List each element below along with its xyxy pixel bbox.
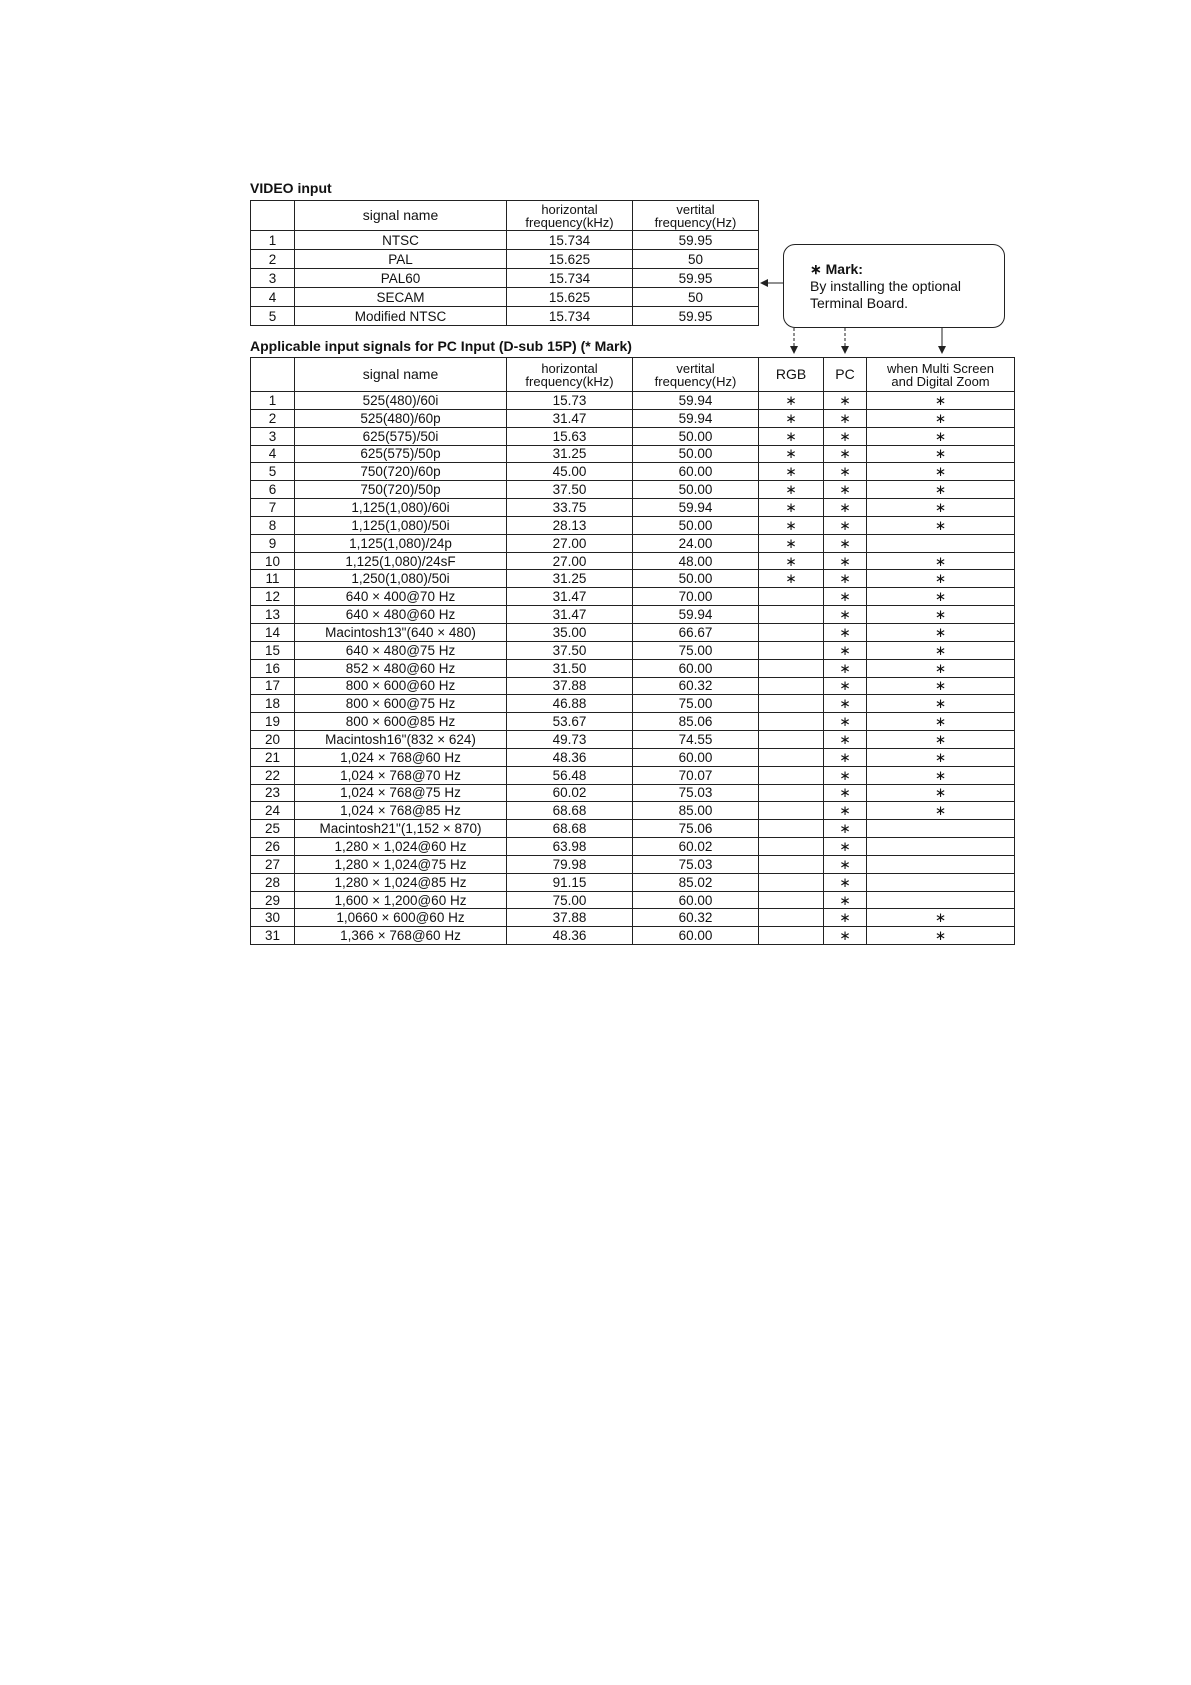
- multi-screen-mark-cell: ∗: [867, 552, 1015, 570]
- row-number-cell: 25: [251, 820, 295, 838]
- pc-table-row: [251, 463, 1015, 481]
- vertical-frequency-cell: 74.55: [633, 731, 759, 749]
- rgb-mark-cell: ∗: [759, 427, 824, 445]
- horizontal-frequency-cell: 31.47: [507, 606, 633, 624]
- row-number-cell: 7: [251, 499, 295, 517]
- signal-name-cell: 852 × 480@60 Hz: [295, 659, 507, 677]
- row-number-cell: 31: [251, 927, 295, 945]
- multi-screen-header: when Multi Screen and Digital Zoom: [867, 358, 1015, 392]
- horizontal-frequency-cell: 63.98: [507, 838, 633, 856]
- multi-screen-mark-cell: ∗: [867, 588, 1015, 606]
- signal-name-cell: 1,366 × 768@60 Hz: [295, 927, 507, 945]
- rgb-mark-cell: ∗: [759, 534, 824, 552]
- rgb-mark-cell: [759, 713, 824, 731]
- row-number-cell: 14: [251, 623, 295, 641]
- multi-screen-mark-cell: ∗: [867, 445, 1015, 463]
- signal-name-cell: 525(480)/60i: [295, 392, 507, 410]
- pc-mark-cell: ∗: [824, 677, 867, 695]
- multi-screen-mark-cell: ∗: [867, 427, 1015, 445]
- arrow-to-multi-head: [938, 346, 946, 354]
- row-number-cell: 24: [251, 802, 295, 820]
- pc-header-row: [251, 358, 1015, 392]
- horizontal-frequency-cell: 68.68: [507, 802, 633, 820]
- horizontal-frequency-cell: 37.50: [507, 481, 633, 499]
- row-number-cell: 18: [251, 695, 295, 713]
- horizontal-frequency-cell: 31.50: [507, 659, 633, 677]
- vertical-frequency-cell: 75.00: [633, 641, 759, 659]
- rgb-mark-cell: [759, 838, 824, 856]
- vertical-frequency-cell: 70.00: [633, 588, 759, 606]
- vertical-frequency-cell: 59.95: [633, 269, 759, 288]
- signal-name-cell: 1,125(1,080)/50i: [295, 516, 507, 534]
- pc-mark-cell: ∗: [824, 731, 867, 749]
- callout-line-1: By installing the optional: [810, 278, 961, 294]
- pc-header: PC: [824, 358, 867, 392]
- vertical-frequency-cell: 75.03: [633, 855, 759, 873]
- signal-name-cell: 1,600 × 1,200@60 Hz: [295, 891, 507, 909]
- pc-mark-cell: ∗: [824, 891, 867, 909]
- pc-table-row: [251, 731, 1015, 749]
- vertical-frequency-cell: 50.00: [633, 445, 759, 463]
- rgb-mark-cell: [759, 802, 824, 820]
- vertical-frequency-cell: 59.94: [633, 499, 759, 517]
- pc-mark-cell: ∗: [824, 534, 867, 552]
- row-number-cell: 2: [251, 250, 295, 269]
- vertical-frequency-cell: 66.67: [633, 623, 759, 641]
- rgb-mark-cell: [759, 659, 824, 677]
- pc-table-row: [251, 820, 1015, 838]
- horizontal-frequency-cell: 15.73: [507, 392, 633, 410]
- signal-name-cell: 800 × 600@60 Hz: [295, 677, 507, 695]
- signal-name-cell: 1,024 × 768@60 Hz: [295, 748, 507, 766]
- horizontal-frequency-cell: 56.48: [507, 766, 633, 784]
- multi-screen-mark-cell: ∗: [867, 392, 1015, 410]
- pc-table-row: [251, 534, 1015, 552]
- horizontal-frequency-cell: 35.00: [507, 623, 633, 641]
- rgb-mark-cell: [759, 855, 824, 873]
- pc-table-row: [251, 855, 1015, 873]
- vertical-frequency-cell: 50.00: [633, 481, 759, 499]
- signal-name-cell: 1,125(1,080)/60i: [295, 499, 507, 517]
- rgb-mark-cell: [759, 677, 824, 695]
- pc-table-row: [251, 570, 1015, 588]
- arrow-to-rgb-head: [790, 346, 798, 354]
- pc-mark-cell: ∗: [824, 927, 867, 945]
- horizontal-frequency-cell: 45.00: [507, 463, 633, 481]
- pc-table-row: [251, 552, 1015, 570]
- rgb-mark-cell: ∗: [759, 570, 824, 588]
- pc-mark-cell: ∗: [824, 873, 867, 891]
- pc-input-table: [250, 357, 1015, 945]
- multi-screen-mark-cell: ∗: [867, 802, 1015, 820]
- signal-name-cell: 800 × 600@75 Hz: [295, 695, 507, 713]
- horizontal-frequency-cell: 48.36: [507, 748, 633, 766]
- horizontal-frequency-cell: 37.88: [507, 677, 633, 695]
- multi-screen-mark-cell: ∗: [867, 731, 1015, 749]
- rgb-mark-cell: [759, 748, 824, 766]
- row-number-cell: 21: [251, 748, 295, 766]
- signal-name-cell: 625(575)/50p: [295, 445, 507, 463]
- row-number-cell: 22: [251, 766, 295, 784]
- row-number-cell: 16: [251, 659, 295, 677]
- pc-table-row: [251, 909, 1015, 927]
- signal-name-cell: 1,024 × 768@85 Hz: [295, 802, 507, 820]
- row-number-cell: 1: [251, 231, 295, 250]
- signal-name-cell: 640 × 400@70 Hz: [295, 588, 507, 606]
- row-number-cell: 1: [251, 392, 295, 410]
- signal-name-cell: Macintosh16"(832 × 624): [295, 731, 507, 749]
- pc-table-row: [251, 713, 1015, 731]
- rgb-mark-cell: [759, 927, 824, 945]
- pc-table-row: [251, 445, 1015, 463]
- signal-name-header: signal name: [295, 358, 507, 392]
- vertical-frequency-cell: 50: [633, 288, 759, 307]
- pc-mark-cell: ∗: [824, 855, 867, 873]
- pc-table-row: [251, 427, 1015, 445]
- horizontal-frequency-cell: 31.47: [507, 409, 633, 427]
- rgb-mark-cell: [759, 909, 824, 927]
- rgb-mark-cell: [759, 820, 824, 838]
- pc-mark-cell: ∗: [824, 516, 867, 534]
- pc-table-row: [251, 891, 1015, 909]
- pc-mark-cell: ∗: [824, 463, 867, 481]
- callout-line-2: Terminal Board.: [810, 295, 909, 311]
- multi-screen-mark-cell: ∗: [867, 748, 1015, 766]
- rgb-mark-cell: ∗: [759, 409, 824, 427]
- pc-mark-cell: ∗: [824, 784, 867, 802]
- pc-table-row: [251, 623, 1015, 641]
- multi-screen-mark-cell: ∗: [867, 606, 1015, 624]
- rgb-mark-cell: ∗: [759, 445, 824, 463]
- row-number-cell: 8: [251, 516, 295, 534]
- pc-table-row: [251, 677, 1015, 695]
- signal-name-header: signal name: [295, 201, 507, 231]
- pc-table-row: [251, 838, 1015, 856]
- vertical-frequency-cell: 48.00: [633, 552, 759, 570]
- signal-name-cell: Macintosh13"(640 × 480): [295, 623, 507, 641]
- callout-title: ∗ Mark:: [810, 261, 863, 277]
- pc-table-row: [251, 873, 1015, 891]
- horizontal-frequency-cell: 15.625: [507, 288, 633, 307]
- multi-screen-mark-cell: ∗: [867, 677, 1015, 695]
- horizontal-frequency-cell: 79.98: [507, 855, 633, 873]
- row-number-cell: 3: [251, 427, 295, 445]
- pc-table-row: [251, 516, 1015, 534]
- signal-name-cell: 640 × 480@60 Hz: [295, 606, 507, 624]
- signal-name-cell: 1,280 × 1,024@60 Hz: [295, 838, 507, 856]
- vertical-frequency-cell: 50.00: [633, 427, 759, 445]
- pc-table-row: [251, 748, 1015, 766]
- row-number-cell: 26: [251, 838, 295, 856]
- pc-mark-cell: ∗: [824, 427, 867, 445]
- vertical-frequency-cell: 85.02: [633, 873, 759, 891]
- signal-name-cell: Macintosh21"(1,152 × 870): [295, 820, 507, 838]
- horizontal-frequency-cell: 53.67: [507, 713, 633, 731]
- row-number-cell: 30: [251, 909, 295, 927]
- vertical-frequency-cell: 60.00: [633, 927, 759, 945]
- rgb-mark-cell: [759, 766, 824, 784]
- horizontal-frequency-cell: 33.75: [507, 499, 633, 517]
- pc-input-title: Applicable input signals for PC Input (D-sub 15P) (* Mark): [250, 338, 632, 354]
- vertical-frequency-cell: 60.00: [633, 659, 759, 677]
- vertical-frequency-cell: 60.32: [633, 677, 759, 695]
- vertical-frequency-header: vertital frequency(Hz): [633, 358, 759, 392]
- rgb-mark-cell: [759, 731, 824, 749]
- row-number-cell: 12: [251, 588, 295, 606]
- horizontal-frequency-header: horizontal frequency(kHz): [507, 358, 633, 392]
- rgb-mark-cell: [759, 784, 824, 802]
- horizontal-frequency-cell: 46.88: [507, 695, 633, 713]
- horizontal-frequency-cell: 31.25: [507, 570, 633, 588]
- pc-table-row: [251, 784, 1015, 802]
- horizontal-frequency-cell: 28.13: [507, 516, 633, 534]
- vertical-frequency-cell: 75.06: [633, 820, 759, 838]
- vertical-frequency-cell: 60.32: [633, 909, 759, 927]
- vertical-frequency-cell: 60.00: [633, 748, 759, 766]
- horizontal-frequency-cell: 27.00: [507, 534, 633, 552]
- signal-name-cell: 1,0660 × 600@60 Hz: [295, 909, 507, 927]
- vertical-frequency-cell: 60.02: [633, 838, 759, 856]
- pc-mark-cell: ∗: [824, 766, 867, 784]
- horizontal-frequency-cell: 37.88: [507, 909, 633, 927]
- vertical-frequency-cell: 59.94: [633, 409, 759, 427]
- signal-name-cell: 1,280 × 1,024@75 Hz: [295, 855, 507, 873]
- signal-name-cell: 1,125(1,080)/24p: [295, 534, 507, 552]
- signal-name-cell: 750(720)/50p: [295, 481, 507, 499]
- multi-screen-mark-cell: ∗: [867, 695, 1015, 713]
- rgb-mark-cell: ∗: [759, 516, 824, 534]
- pc-mark-cell: ∗: [824, 909, 867, 927]
- arrow-to-pc-head: [841, 346, 849, 354]
- horizontal-frequency-cell: 75.00: [507, 891, 633, 909]
- signal-name-cell: NTSC: [295, 231, 507, 250]
- signal-name-cell: 750(720)/60p: [295, 463, 507, 481]
- rgb-mark-cell: [759, 695, 824, 713]
- multi-screen-mark-cell: ∗: [867, 463, 1015, 481]
- video-input-title: VIDEO input: [250, 180, 332, 196]
- multi-screen-mark-cell: ∗: [867, 409, 1015, 427]
- signal-name-cell: PAL60: [295, 269, 507, 288]
- pc-mark-cell: ∗: [824, 748, 867, 766]
- vertical-frequency-cell: 50.00: [633, 516, 759, 534]
- pc-table-row: [251, 641, 1015, 659]
- signal-name-cell: 1,125(1,080)/24sF: [295, 552, 507, 570]
- row-number-cell: 20: [251, 731, 295, 749]
- signal-name-cell: 525(480)/60p: [295, 409, 507, 427]
- row-number-cell: 15: [251, 641, 295, 659]
- vertical-frequency-cell: 75.00: [633, 695, 759, 713]
- rgb-mark-cell: [759, 641, 824, 659]
- no-header: [251, 358, 295, 392]
- horizontal-frequency-cell: 91.15: [507, 873, 633, 891]
- rgb-mark-cell: [759, 891, 824, 909]
- multi-screen-mark-cell: [867, 838, 1015, 856]
- multi-screen-mark-cell: ∗: [867, 481, 1015, 499]
- pc-table-row: [251, 606, 1015, 624]
- signal-name-cell: 1,024 × 768@75 Hz: [295, 784, 507, 802]
- horizontal-frequency-cell: 27.00: [507, 552, 633, 570]
- multi-screen-mark-cell: ∗: [867, 516, 1015, 534]
- vertical-frequency-cell: 24.00: [633, 534, 759, 552]
- signal-name-cell: 1,250(1,080)/50i: [295, 570, 507, 588]
- multi-screen-mark-cell: ∗: [867, 766, 1015, 784]
- vertical-frequency-cell: 60.00: [633, 463, 759, 481]
- rgb-mark-cell: [759, 588, 824, 606]
- row-number-cell: 23: [251, 784, 295, 802]
- pc-mark-cell: ∗: [824, 588, 867, 606]
- pc-table-row: [251, 409, 1015, 427]
- multi-screen-mark-cell: ∗: [867, 909, 1015, 927]
- multi-screen-mark-cell: [867, 820, 1015, 838]
- horizontal-frequency-cell: 31.25: [507, 445, 633, 463]
- pc-table-row: [251, 659, 1015, 677]
- row-number-cell: 13: [251, 606, 295, 624]
- vertical-frequency-cell: 50.00: [633, 570, 759, 588]
- pc-mark-cell: ∗: [824, 392, 867, 410]
- pc-mark-cell: ∗: [824, 802, 867, 820]
- multi-screen-mark-cell: ∗: [867, 784, 1015, 802]
- horizontal-frequency-cell: 15.625: [507, 250, 633, 269]
- pc-mark-cell: ∗: [824, 659, 867, 677]
- multi-screen-mark-cell: ∗: [867, 713, 1015, 731]
- horizontal-frequency-header: horizontal frequency(kHz): [507, 201, 633, 231]
- multi-screen-mark-cell: ∗: [867, 927, 1015, 945]
- horizontal-frequency-cell: 15.63: [507, 427, 633, 445]
- row-number-cell: 3: [251, 269, 295, 288]
- signal-name-cell: 640 × 480@75 Hz: [295, 641, 507, 659]
- pc-mark-cell: ∗: [824, 641, 867, 659]
- multi-screen-mark-cell: [867, 873, 1015, 891]
- pc-mark-cell: ∗: [824, 445, 867, 463]
- vertical-frequency-cell: 75.03: [633, 784, 759, 802]
- multi-screen-mark-cell: ∗: [867, 623, 1015, 641]
- row-number-cell: 29: [251, 891, 295, 909]
- horizontal-frequency-cell: 15.734: [507, 269, 633, 288]
- pc-mark-cell: ∗: [824, 499, 867, 517]
- row-number-cell: 11: [251, 570, 295, 588]
- signal-name-cell: SECAM: [295, 288, 507, 307]
- rgb-mark-cell: ∗: [759, 499, 824, 517]
- pc-table-row: [251, 588, 1015, 606]
- row-number-cell: 4: [251, 445, 295, 463]
- pc-mark-cell: ∗: [824, 570, 867, 588]
- rgb-mark-cell: [759, 873, 824, 891]
- rgb-mark-cell: ∗: [759, 481, 824, 499]
- pc-mark-cell: ∗: [824, 552, 867, 570]
- pc-mark-cell: ∗: [824, 838, 867, 856]
- vertical-frequency-cell: 70.07: [633, 766, 759, 784]
- rgb-mark-cell: ∗: [759, 392, 824, 410]
- pc-table-row: [251, 927, 1015, 945]
- pc-mark-cell: ∗: [824, 820, 867, 838]
- signal-name-cell: 1,280 × 1,024@85 Hz: [295, 873, 507, 891]
- pc-table-row: [251, 392, 1015, 410]
- signal-name-cell: 625(575)/50i: [295, 427, 507, 445]
- multi-screen-mark-cell: [867, 534, 1015, 552]
- row-number-cell: 5: [251, 307, 295, 326]
- vertical-frequency-cell: 59.95: [633, 307, 759, 326]
- pc-mark-cell: ∗: [824, 695, 867, 713]
- pc-mark-cell: ∗: [824, 623, 867, 641]
- signal-name-cell: PAL: [295, 250, 507, 269]
- row-number-cell: 2: [251, 409, 295, 427]
- pc-table-row: [251, 481, 1015, 499]
- arrow-to-video-head: [760, 279, 768, 287]
- horizontal-frequency-cell: 15.734: [507, 307, 633, 326]
- multi-screen-mark-cell: ∗: [867, 641, 1015, 659]
- row-number-cell: 28: [251, 873, 295, 891]
- rgb-mark-cell: [759, 623, 824, 641]
- pc-mark-cell: ∗: [824, 713, 867, 731]
- vertical-frequency-cell: 60.00: [633, 891, 759, 909]
- multi-screen-mark-cell: [867, 891, 1015, 909]
- horizontal-frequency-cell: 60.02: [507, 784, 633, 802]
- row-number-cell: 5: [251, 463, 295, 481]
- pc-mark-cell: ∗: [824, 481, 867, 499]
- row-number-cell: 27: [251, 855, 295, 873]
- row-number-cell: 10: [251, 552, 295, 570]
- pc-table-row: [251, 766, 1015, 784]
- horizontal-frequency-cell: 37.50: [507, 641, 633, 659]
- vertical-frequency-header: vertital frequency(Hz): [633, 201, 759, 231]
- rgb-header: RGB: [759, 358, 824, 392]
- multi-screen-mark-cell: ∗: [867, 499, 1015, 517]
- pc-table-row: [251, 802, 1015, 820]
- pc-mark-cell: ∗: [824, 409, 867, 427]
- horizontal-frequency-cell: 48.36: [507, 927, 633, 945]
- row-number-cell: 19: [251, 713, 295, 731]
- multi-screen-mark-cell: [867, 855, 1015, 873]
- multi-screen-mark-cell: ∗: [867, 570, 1015, 588]
- rgb-mark-cell: ∗: [759, 463, 824, 481]
- pc-table-row: [251, 499, 1015, 517]
- signal-name-cell: 1,024 × 768@70 Hz: [295, 766, 507, 784]
- rgb-mark-cell: [759, 606, 824, 624]
- row-number-cell: 6: [251, 481, 295, 499]
- row-number-cell: 17: [251, 677, 295, 695]
- vertical-frequency-cell: 50: [633, 250, 759, 269]
- horizontal-frequency-cell: 49.73: [507, 731, 633, 749]
- vertical-frequency-cell: 59.95: [633, 231, 759, 250]
- vertical-frequency-cell: 85.06: [633, 713, 759, 731]
- rgb-mark-cell: ∗: [759, 552, 824, 570]
- vertical-frequency-cell: 59.94: [633, 392, 759, 410]
- vertical-frequency-cell: 59.94: [633, 606, 759, 624]
- row-number-cell: 9: [251, 534, 295, 552]
- horizontal-frequency-cell: 31.47: [507, 588, 633, 606]
- row-number-cell: 4: [251, 288, 295, 307]
- vertical-frequency-cell: 85.00: [633, 802, 759, 820]
- signal-name-cell: Modified NTSC: [295, 307, 507, 326]
- pc-mark-cell: ∗: [824, 606, 867, 624]
- signal-name-cell: 800 × 600@85 Hz: [295, 713, 507, 731]
- horizontal-frequency-cell: 68.68: [507, 820, 633, 838]
- multi-screen-mark-cell: ∗: [867, 659, 1015, 677]
- horizontal-frequency-cell: 15.734: [507, 231, 633, 250]
- pc-table-row: [251, 695, 1015, 713]
